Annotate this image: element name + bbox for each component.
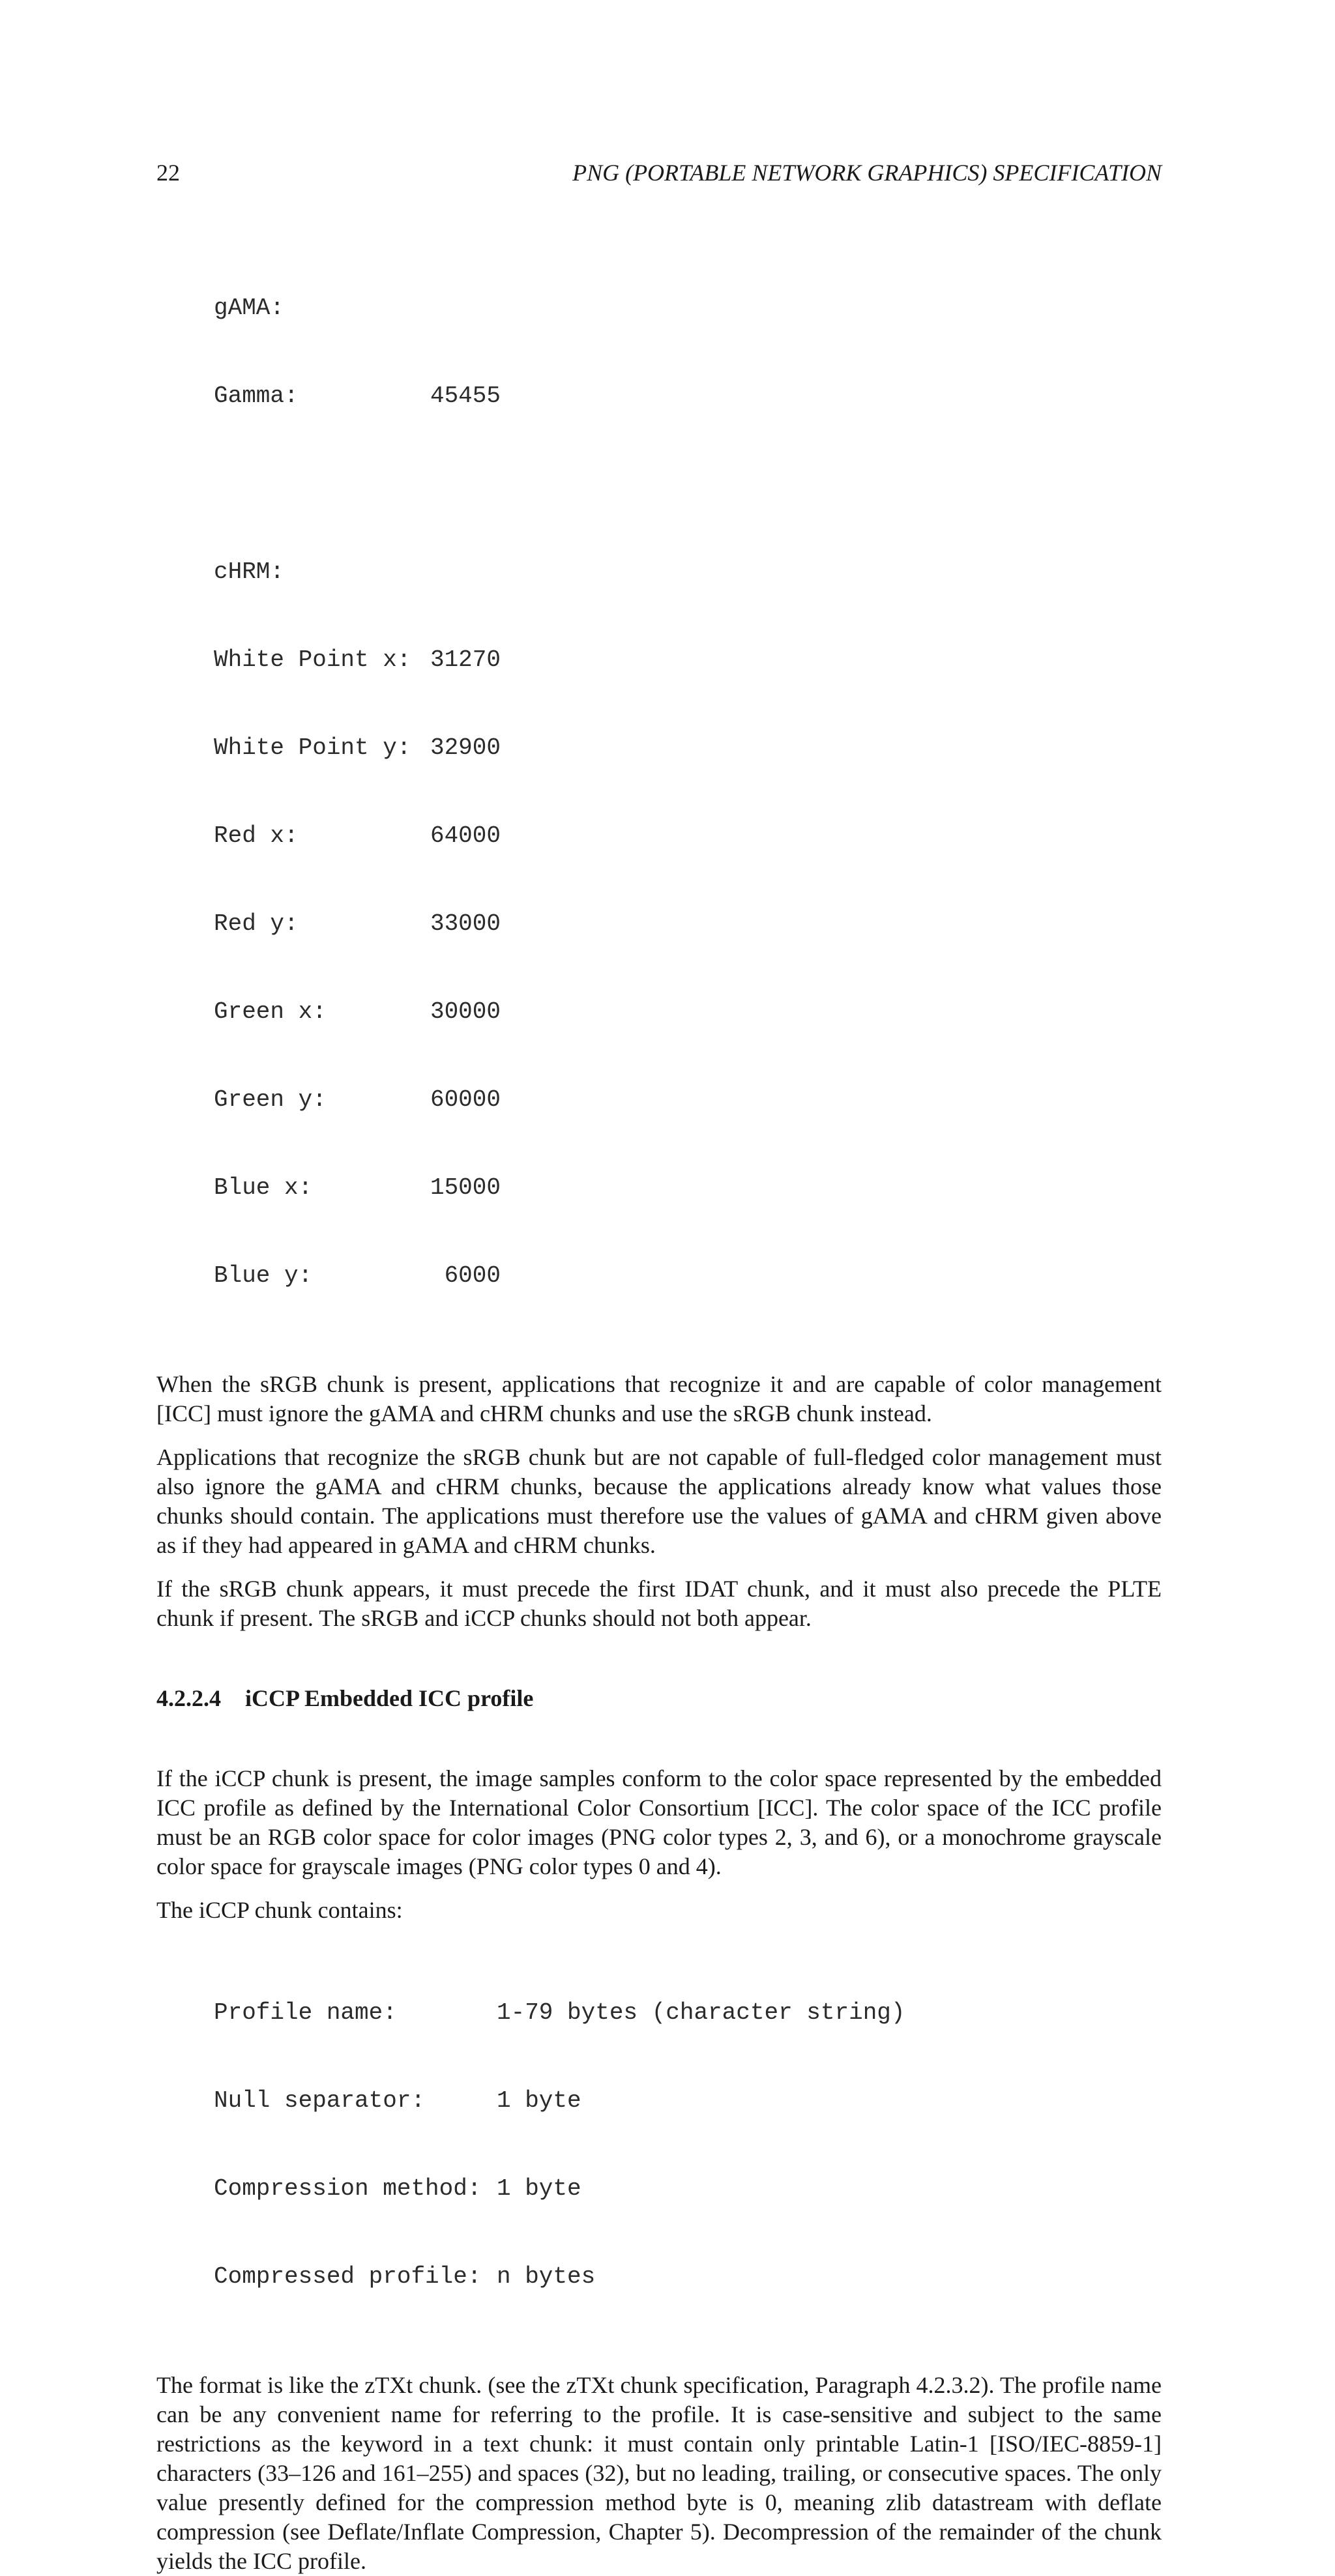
- chrm-row: [214, 1173, 1162, 1202]
- section-number: 4.2.2.4: [156, 1685, 221, 1711]
- section-title: iCCP Embedded ICC profile: [245, 1685, 534, 1711]
- chrm-row-label: Green y:: [214, 1086, 327, 1113]
- body-paragraph: If the sRGB chunk appears, it must precede the first IDAT chunk, and it must also precede the PLTE chunk if present. The sRGB and iCCP chunks should not both appear.: [156, 1576, 1162, 1631]
- chrm-heading: cHRM:: [214, 558, 285, 585]
- chrm-row-label: White Point x:: [214, 646, 411, 673]
- chrm-row-label: Green x:: [214, 998, 327, 1025]
- iccp-field-row: [214, 1998, 1162, 2027]
- chrm-row: [214, 733, 1162, 762]
- gama-row: [214, 381, 1162, 411]
- iccp-field-value: 1 byte: [497, 2175, 581, 2202]
- chrm-row: [214, 645, 1162, 674]
- iccp-field-label: Compression method:: [214, 2175, 482, 2202]
- iccp-field-label: Compressed profile:: [214, 2263, 482, 2290]
- chrm-row-label: Blue y:: [214, 1262, 313, 1289]
- body-paragraph: The format is like the zTXt chunk. (see the zTXt chunk specification, Paragraph 4.2.3.2). The profile name can be any convenient name for referring to the profile. It is case-sensitive and subject to the same restrictions as the keyword in a text chunk: it must contain only printable Latin-1 [ISO/IEC-8859-1] characters (33–126 and 161–255) and spaces (32), but no leading, trailing, or consecutive spaces. The only value presently defined for the compression method byte is 0, meaning zlib datastream with deflate compression (see Deflate/Inflate Compression, Chapter 5). Decompression of the remainder of the chunk yields the ICC profile.: [156, 2372, 1162, 2574]
- gama-chrm-values-block: [214, 235, 1162, 1349]
- chrm-row-value: 32900: [430, 734, 501, 761]
- gama-heading: gAMA:: [214, 295, 285, 321]
- chrm-row-label: Red x:: [214, 822, 299, 849]
- gama-row-label: Gamma:: [214, 383, 299, 409]
- running-header-title: PNG (PORTABLE NETWORK GRAPHICS) SPECIFICATION: [572, 160, 1162, 186]
- iccp-field-value: 1-79 bytes (character string): [497, 1999, 905, 2026]
- gama-row-value: 45455: [430, 383, 501, 409]
- chrm-row: [214, 909, 1162, 938]
- chrm-row-value: 60000: [430, 1086, 501, 1113]
- chrm-row-value: 64000: [430, 822, 501, 849]
- running-header: [156, 156, 1162, 189]
- iccp-field-label: Profile name:: [214, 1999, 397, 2026]
- body-paragraph: If the iCCP chunk is present, the image samples conform to the color space represented by the embedded ICC profile as defined by the International Color Consortium [ICC]. The color space of the ICC profile must be an RGB color space for color images (PNG color types 2, 3, and 6), or a monochrome grayscale color space for grayscale images (PNG color types 0 and 4).: [156, 1765, 1162, 1879]
- code-spacer: [214, 469, 1162, 499]
- iccp-field-row: [214, 2086, 1162, 2115]
- chrm-row-label: White Point y:: [214, 734, 411, 761]
- chrm-row-value: 31270: [430, 646, 501, 673]
- section-heading: [156, 1684, 1162, 1713]
- iccp-contents-block: [214, 1939, 1162, 2350]
- chrm-row-value: 33000: [430, 910, 501, 937]
- iccp-field-label: Null separator:: [214, 2087, 426, 2114]
- page-number: 22: [156, 160, 180, 186]
- chrm-row-value: 15000: [430, 1174, 501, 1201]
- chrm-row-label: Blue x:: [214, 1174, 313, 1201]
- chrm-row: [214, 821, 1162, 850]
- body-paragraph: When the sRGB chunk is present, applications that recognize it and are capable of color management [ICC] must ignore the gAMA and cHRM chunks and use the sRGB chunk instead.: [156, 1371, 1162, 1426]
- chrm-row-label: Red y:: [214, 910, 299, 937]
- iccp-field-value: 1 byte: [497, 2087, 581, 2114]
- iccp-field-row: [214, 2174, 1162, 2203]
- chrm-row: [214, 997, 1162, 1026]
- iccp-field-value: n bytes: [497, 2263, 596, 2290]
- chrm-row-value: 6000: [444, 1262, 501, 1289]
- iccp-field-row: [214, 2262, 1162, 2291]
- chrm-row-value: 30000: [430, 998, 501, 1025]
- body-paragraph: The iCCP chunk contains:: [156, 1897, 403, 1923]
- body-paragraph: Applications that recognize the sRGB chunk but are not capable of full-fledged color management must also ignore the gAMA and cHRM chunks, because the applications already know what values those chunks should contain. The applications must therefore use the values of gAMA and cHRM given above as if they had appeared in gAMA and cHRM chunks.: [156, 1444, 1162, 1558]
- chrm-row: [214, 1261, 1162, 1290]
- page-content: [156, 235, 1162, 2576]
- chrm-row: [214, 1085, 1162, 1114]
